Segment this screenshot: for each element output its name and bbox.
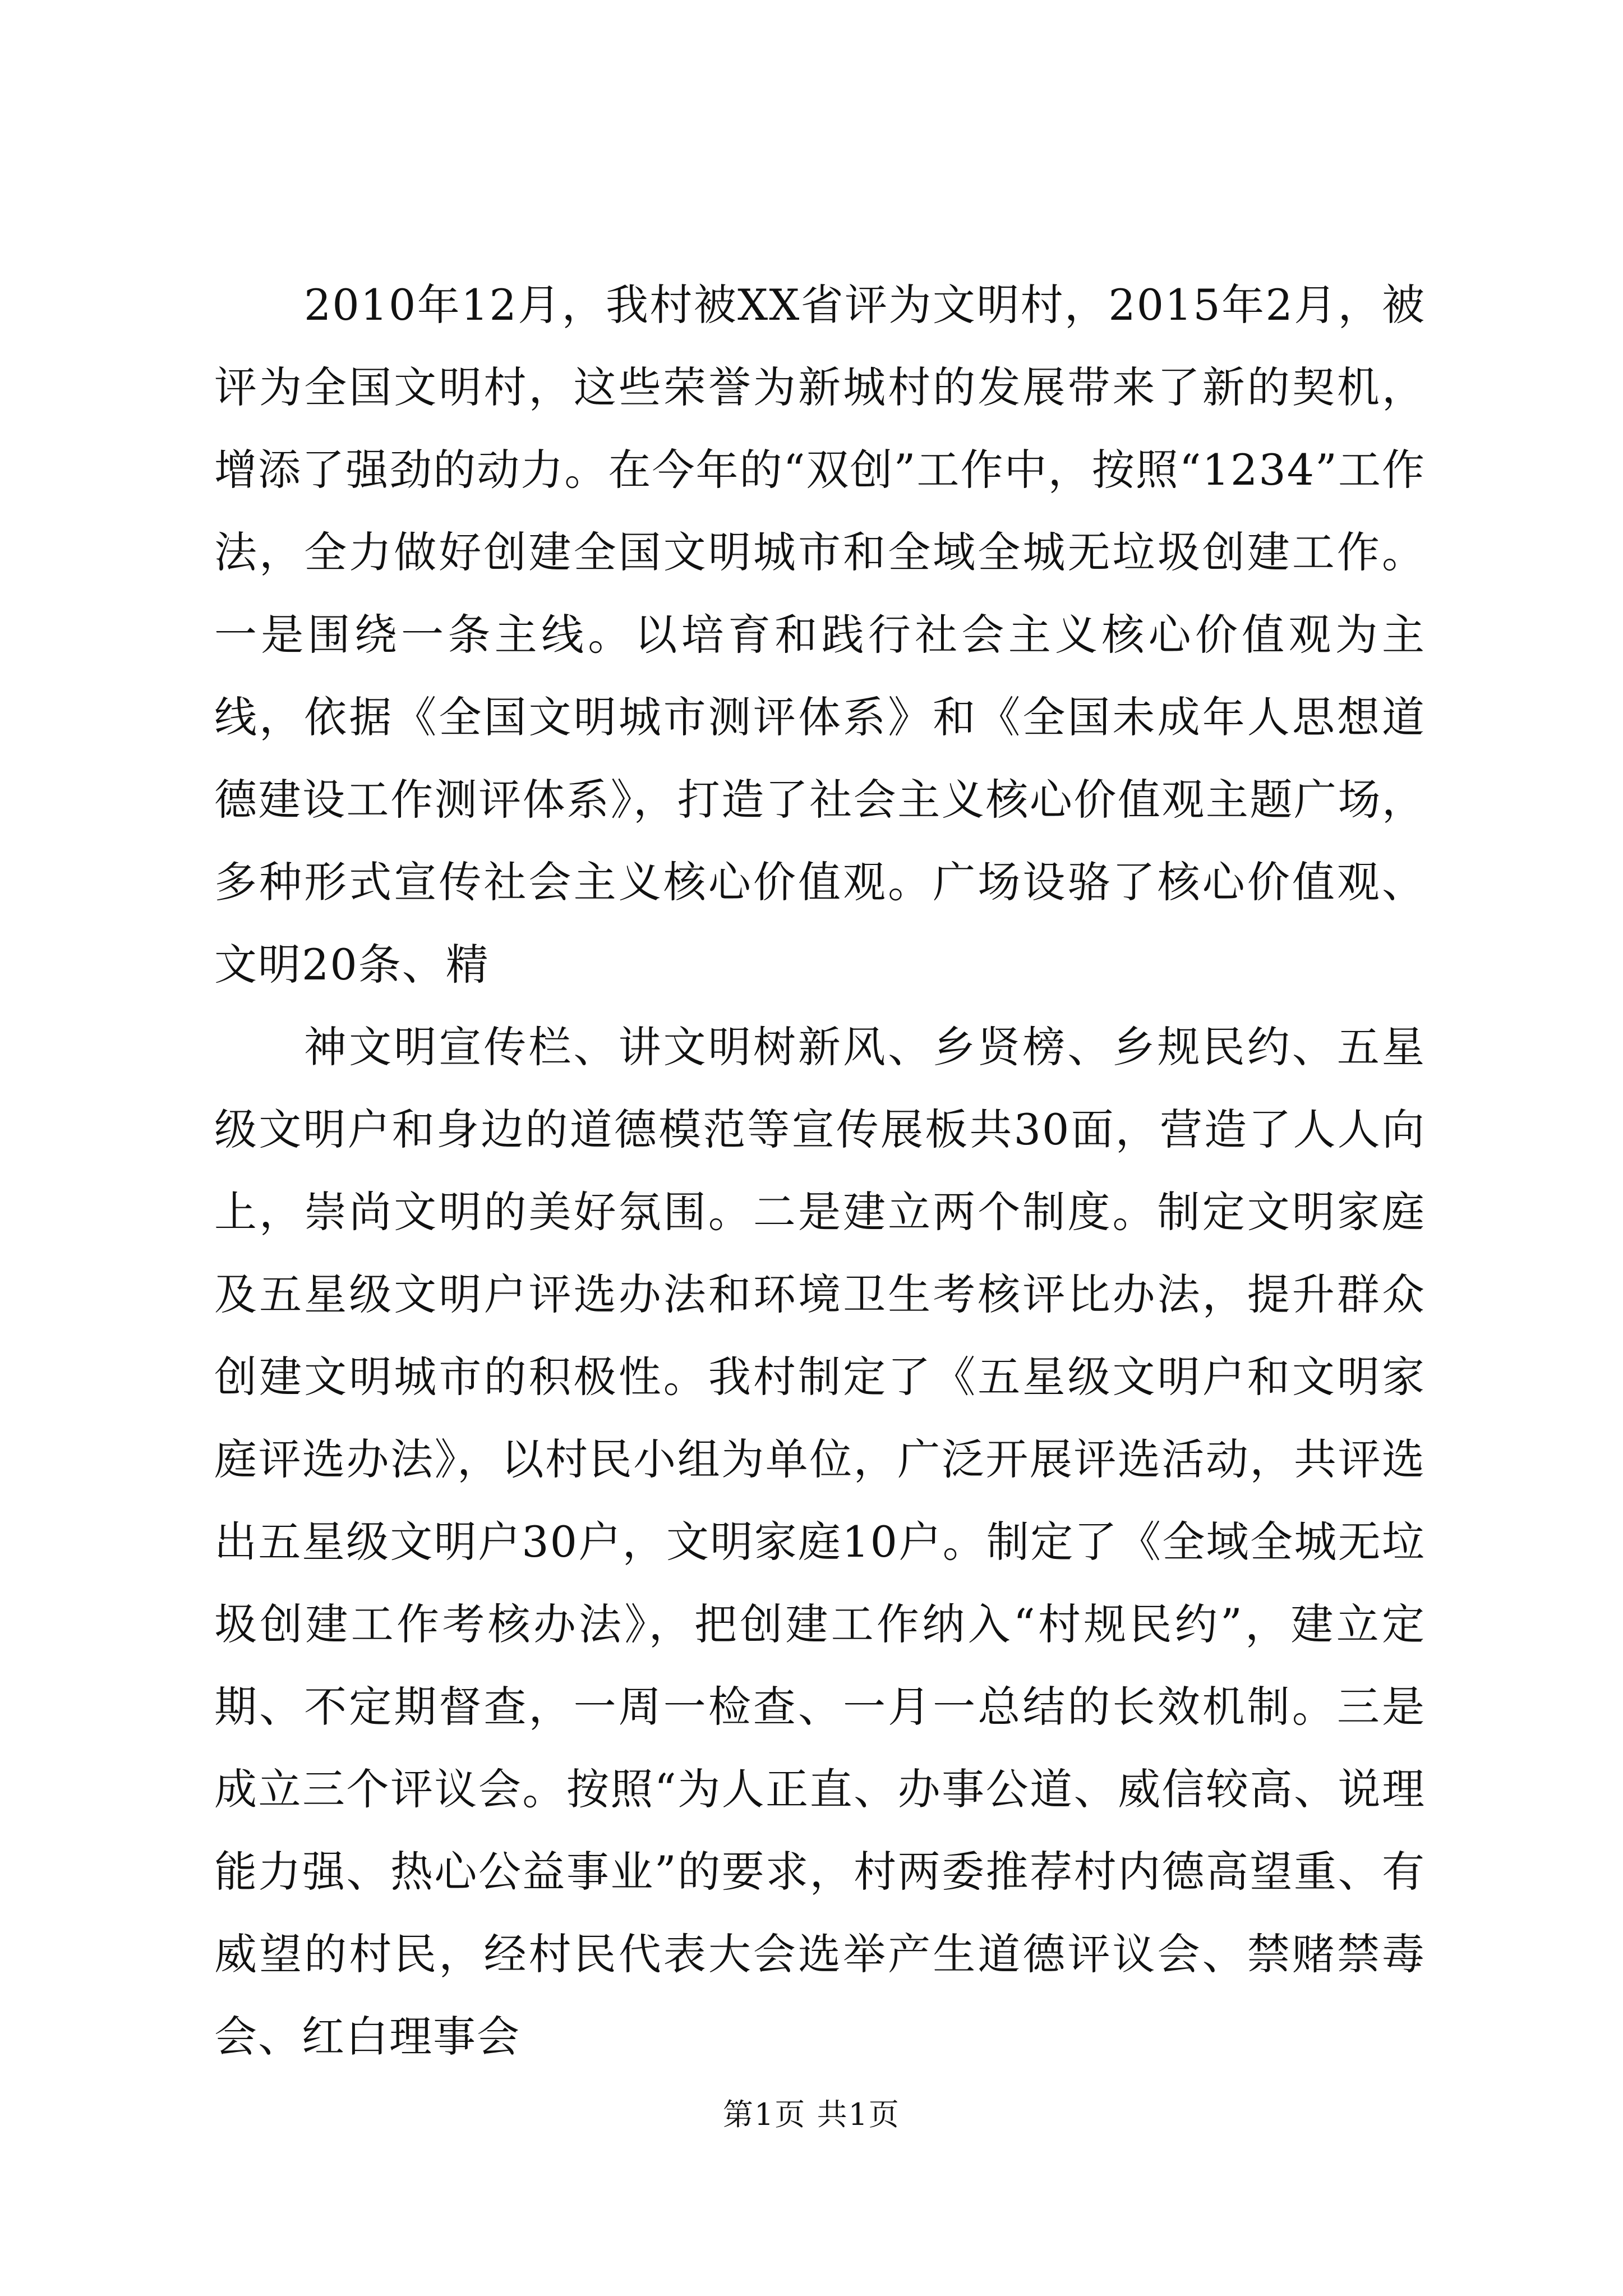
page-footer: 第1页 共1页 — [723, 2097, 900, 2132]
document-body — [214, 264, 1426, 2078]
paragraph-1: 2010年12月，我村被XX省评为文明村，2015年2月，被评为全国文明村，这些荣誉为新城村的发展带来了新的契机，增添了强劲的动力。在今年的“双创”工作中，按照“1234”工作法，全力做好创建全国文明城市和全域全城无垃圾创建工作。一是围绕一条主线。以培育和践行社会主义核心价值观为主线，依据《全国文明城市测评体系》和《全国未成年人思想道德建设工作测评体系》，打造了社会主义核心价值观主题广场，多种形式宣传社会主义核心价值观。广场设骆了核心价值观、文明20条、精 — [214, 280, 1426, 990]
paragraph-2: 神文明宣传栏、讲文明树新风、乡贤榜、乡规民约、五星级文明户和身边的道德模范等宣传展板共30面，营造了人人向上，崇尚文明的美好氛围。二是建立两个制度。制定文明家庭及五星级文明户评选办法和环境卫生考核评比办法，提升群众创建文明城市的积极性。我村制定了《五星级文明户和文明家庭评选办法》，以村民小组为单位，广泛开展评选活动，共评选出五星级文明户30户，文明家庭10户。制定了《全域全城无垃圾创建工作考核办法》，把创建工作纳入“村规民约”，建立定期、不定期督查，一周一检查、一月一总结的长效机制。三是成立三个评议会。按照“为人正直、办事公道、威信较高、说理能力强、热心公益事业”的要求，村两委推荐村内德高望重、有威望的村民，经村民代表大会选举产生道德评议会、禁赌禁毒会、红白理事会 — [214, 1022, 1426, 2062]
